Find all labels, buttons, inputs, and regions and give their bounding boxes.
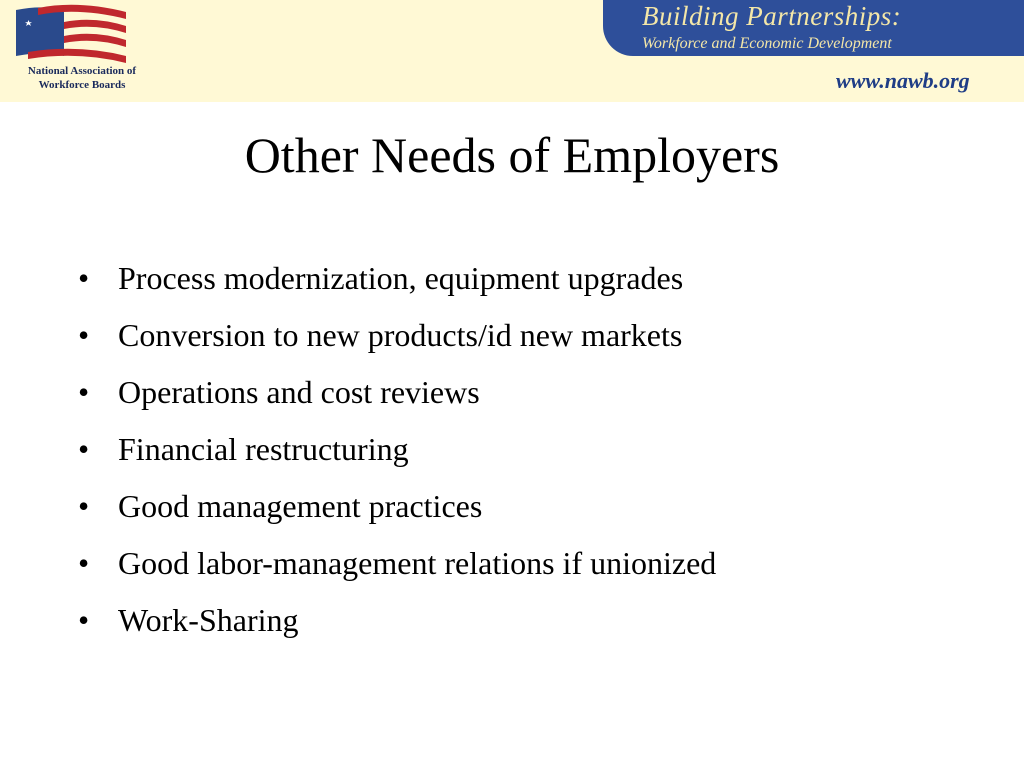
flag-logo-icon: [8, 2, 128, 64]
bullet-icon: •: [78, 431, 90, 467]
tagline-subtitle: Workforce and Economic Development: [642, 35, 892, 52]
bullet-icon: •: [78, 260, 90, 296]
bullet-icon: •: [78, 317, 90, 353]
nawb-logo: [0, 0, 165, 102]
org-name-line1: National Association of: [27, 65, 137, 77]
website-link[interactable]: www.nawb.org: [836, 68, 970, 93]
org-name: [2, 64, 162, 92]
tagline-title: Building Partnerships:: [642, 1, 902, 31]
bullet-icon: •: [78, 374, 90, 410]
bullet-text: Process modernization, equipment upgrades: [118, 260, 684, 296]
org-name-line2: Workforce Boards: [38, 79, 126, 91]
bullet-text: Conversion to new products/id new markets: [118, 317, 683, 353]
bullet-text: Operations and cost reviews: [118, 374, 480, 410]
bullet-text: Financial restructuring: [118, 431, 409, 467]
bullet-icon: •: [78, 545, 90, 581]
bullet-text: Good labor-management relations if unionized: [118, 545, 717, 581]
bullet-icon: •: [78, 488, 90, 524]
header-banner: [0, 0, 1024, 102]
bullet-text: Good management practices: [118, 488, 483, 524]
slide-title: Other Needs of Employers: [244, 127, 780, 183]
bullet-text: Work-Sharing: [118, 602, 299, 638]
bullet-icon: •: [78, 602, 90, 638]
